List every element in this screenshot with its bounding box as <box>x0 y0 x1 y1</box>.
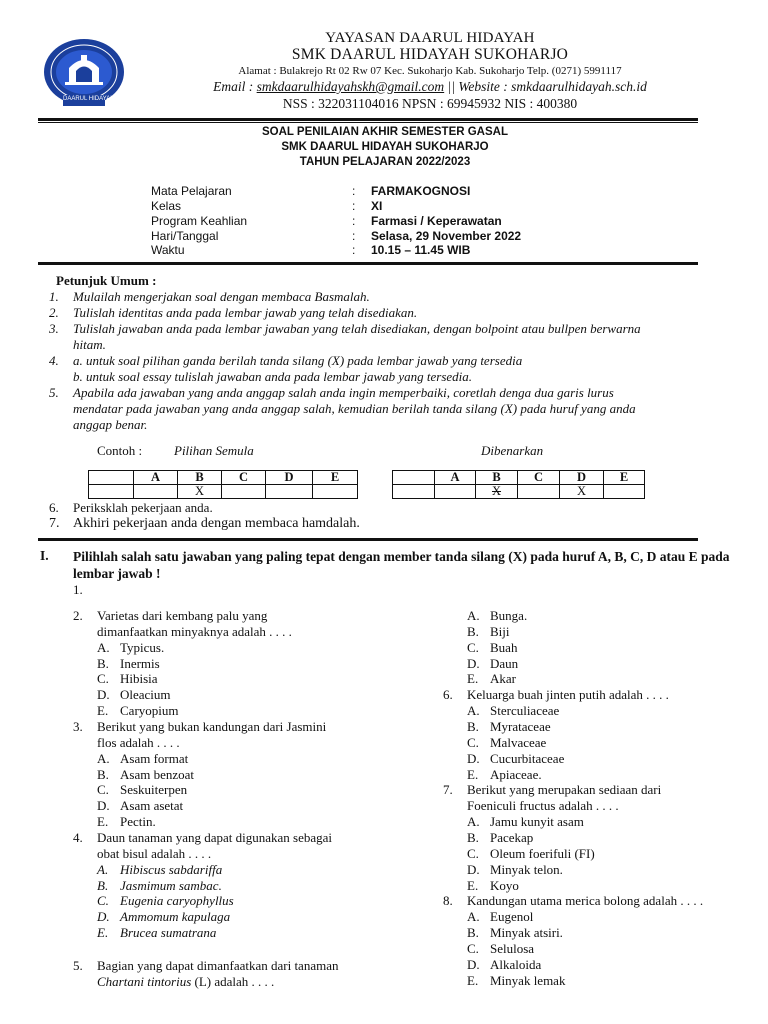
instruction-number: 2. <box>49 305 59 320</box>
option-letter: A. <box>467 608 480 623</box>
section-divider <box>38 538 698 541</box>
question-number: 3. <box>73 719 83 734</box>
instruction-text: b. untuk soal essay tulislah jawaban anda pada lembar jawab yang tersedia. <box>73 369 473 384</box>
instruction-number: 7. <box>49 516 60 531</box>
email-label: Email : <box>213 79 257 94</box>
info-colon: : <box>352 243 356 257</box>
exam-title-line1: SOAL PENILAIAN AKHIR SEMESTER GASAL <box>262 126 508 138</box>
question-text: Berikut yang merupakan sediaan dari <box>467 782 662 797</box>
option-text: Caryopium <box>120 703 179 718</box>
option-text: Oleacium <box>120 687 171 702</box>
header-divider <box>38 118 698 121</box>
question-number: 4. <box>73 830 83 845</box>
example-table-original <box>88 470 358 499</box>
option-text: Hibisia <box>120 671 158 686</box>
exam-title-line3: TAHUN PELAJARAN 2022/2023 <box>299 156 471 168</box>
table-header: D <box>266 471 313 485</box>
option-letter: B. <box>97 656 109 671</box>
table-cell <box>518 485 560 499</box>
option-letter: D. <box>97 798 110 813</box>
option-text: Bunga. <box>490 608 528 623</box>
question-number: 2. <box>73 608 83 623</box>
instruction-number: 6. <box>49 500 59 515</box>
question-text: Daun tanaman yang dapat digunakan sebagai <box>97 830 332 845</box>
exam-title-line2: SMK DAARUL HIDAYAH SUKOHARJO <box>281 141 489 153</box>
table-cell: X <box>560 485 604 499</box>
info-colon: : <box>352 199 356 213</box>
question-number: 6. <box>443 687 453 702</box>
option-text: Sterculiaceae <box>490 703 560 718</box>
option-letter: A. <box>467 909 480 924</box>
question-text: obat bisul adalah . . . . <box>97 846 212 861</box>
table-header: E <box>313 471 358 485</box>
instruction-text: a. untuk soal pilihan ganda berilah tanda silang (X) pada lembar jawab yang tersedia <box>73 353 523 368</box>
option-text: Hibiscus sabdariffa <box>120 862 223 877</box>
option-text: Akar <box>490 671 516 686</box>
section-number: I. <box>40 548 49 563</box>
option-text: Oleum foerifuli (FI) <box>490 846 595 861</box>
option-text: Biji <box>490 624 510 639</box>
info-label: Kelas <box>151 199 182 213</box>
option-letter: D. <box>467 751 480 766</box>
option-letter: A. <box>97 862 109 877</box>
option-text: Minyak atsiri. <box>490 925 563 940</box>
logo-caption: DAARUL HIDAYAH <box>63 96 115 102</box>
instruction-number: 4. <box>49 353 59 368</box>
option-letter: B. <box>97 767 109 782</box>
option-text: Eugenol <box>490 909 534 924</box>
table-cell-struck: X <box>476 485 518 499</box>
option-letter: A. <box>467 703 480 718</box>
example-original-label: Pilihan Semula <box>174 443 254 458</box>
table-header: E <box>604 471 645 485</box>
option-text: Buah <box>490 640 518 655</box>
option-letter: E. <box>467 878 479 893</box>
option-text: Minyak lemak <box>490 973 566 988</box>
instruction-number: 5. <box>49 385 59 400</box>
option-letter: C. <box>467 640 479 655</box>
option-text: Inermis <box>120 656 160 671</box>
info-divider <box>38 262 698 265</box>
species-name: Chartani tintorius <box>97 974 192 989</box>
table-cell <box>393 471 435 485</box>
question-number: 8. <box>443 893 453 908</box>
info-value: 10.15 – 11.45 WIB <box>371 243 471 257</box>
info-label: Program Keahlian <box>151 214 248 228</box>
option-letter: B. <box>467 624 479 639</box>
question-number: 5. <box>73 958 83 973</box>
option-letter: A. <box>467 814 480 829</box>
option-text: Myrataceae <box>490 719 551 734</box>
school-address: Alamat : Bulakrejo Rt 02 Rw 07 Kec. Sukoharjo Kab. Sukoharjo Telp. (0271) 5991117 <box>238 65 622 77</box>
option-text: Brucea sumatrana <box>120 925 217 940</box>
contact-line <box>150 79 710 95</box>
option-letter: D. <box>467 862 480 877</box>
option-letter: B. <box>467 830 479 845</box>
table-cell <box>89 471 134 485</box>
question-text: Keluarga buah jinten putih adalah . . . . <box>467 687 669 702</box>
option-text: Asam benzoat <box>120 767 195 782</box>
option-text: Ammomum kapulaga <box>120 909 231 924</box>
option-text: Jasmimum sambac. <box>120 878 222 893</box>
table-cell: X <box>178 485 222 499</box>
example-table-corrected <box>392 470 645 499</box>
info-label: Hari/Tanggal <box>151 229 219 243</box>
option-letter: C. <box>97 893 109 908</box>
info-value: XI <box>371 199 383 213</box>
question-text: Kandungan utama merica bolong adalah . . . . <box>467 893 704 908</box>
info-value: Farmasi / Keperawatan <box>371 214 502 228</box>
website-link[interactable]: smkdaarulhidayah.sch.id <box>511 79 647 94</box>
table-header: C <box>518 471 560 485</box>
option-text: Alkaloida <box>490 957 542 972</box>
option-letter: B. <box>97 878 109 893</box>
info-colon: : <box>352 214 356 228</box>
option-letter: D. <box>97 909 110 924</box>
option-letter: B. <box>467 925 479 940</box>
option-text: Malvaceae <box>490 735 547 750</box>
website-label: || Website : <box>444 79 512 94</box>
option-text: Typicus. <box>120 640 165 655</box>
option-text: Seskuiterpen <box>120 782 188 797</box>
instruction-text: mendatar pada jawaban yang anda anggap salah, kemudian berilah tanda silang (X) pada huruf yang anda <box>73 401 636 416</box>
question-number: 1. <box>73 582 83 597</box>
table-cell <box>313 485 358 499</box>
instructions-title: Petunjuk Umum : <box>56 273 157 288</box>
instruction-text: Apabila ada jawaban yang anda anggap salah anda ingin memperbaiki, coretlah denga dua garis lurus <box>73 385 614 400</box>
option-letter: E. <box>97 814 109 829</box>
option-letter: E. <box>467 671 479 686</box>
info-colon: : <box>352 229 356 243</box>
table-cell <box>134 485 178 499</box>
option-text: Daun <box>490 656 519 671</box>
instruction-text: anggap benar. <box>73 417 148 432</box>
instruction-text: Mulailah mengerjakan soal dengan membaca Basmalah. <box>73 289 370 304</box>
option-text: Jamu kunyit asam <box>490 814 584 829</box>
option-letter: E. <box>97 703 109 718</box>
instruction-number: 3. <box>49 321 59 336</box>
option-text: Apiaceae. <box>490 767 542 782</box>
table-header: A <box>435 471 476 485</box>
info-colon: : <box>352 184 356 198</box>
question-text: dimanfaatkan minyaknya adalah . . . . <box>97 624 292 639</box>
question-text: flos adalah . . . . <box>97 735 180 750</box>
info-label: Waktu <box>151 243 185 257</box>
email-link[interactable]: smkdaarulhidayahskh@gmail.com <box>256 79 445 94</box>
info-value: FARMAKOGNOSI <box>371 184 471 198</box>
option-text: Pacekap <box>490 830 534 845</box>
school-name: SMK DAARUL HIDAYAH SUKOHARJO <box>291 46 569 63</box>
option-text: Selulosa <box>490 941 535 956</box>
table-header: B <box>178 471 222 485</box>
option-letter: C. <box>97 782 109 797</box>
example-label: Contoh : <box>97 443 143 458</box>
table-cell <box>435 485 476 499</box>
table-cell <box>222 485 266 499</box>
school-ids: NSS : 322031104016 NPSN : 69945932 NIS : 400380 <box>282 96 578 111</box>
question-text: Berikut yang bukan kandungan dari Jasmini <box>97 719 327 734</box>
table-cell <box>266 485 313 499</box>
table-header: A <box>134 471 178 485</box>
section-instruction: Pilihlah salah satu jawaban yang paling tepat dengan member tanda silang (X) pada huruf A, B, C, D atau E pada lembar jawab ! <box>73 549 730 581</box>
question-text: Bagian yang dapat dimanfaatkan dari tanaman <box>97 958 339 973</box>
question-text <box>97 974 274 990</box>
question-text-rest: (L) adalah . . . . <box>191 974 275 989</box>
option-letter: D. <box>467 957 480 972</box>
table-header: D <box>560 471 604 485</box>
option-letter: C. <box>467 941 479 956</box>
instruction-text: Tulislah identitas anda pada lembar jawab yang telah disediakan. <box>73 305 418 320</box>
instruction-text: Periksklah pekerjaan anda. <box>73 500 213 515</box>
option-letter: E. <box>467 767 479 782</box>
table-cell <box>393 485 435 499</box>
option-letter: C. <box>467 846 479 861</box>
table-header: B <box>476 471 518 485</box>
option-text: Cucurbitaceae <box>490 751 565 766</box>
table-header: C <box>222 471 266 485</box>
option-letter: E. <box>467 973 479 988</box>
table-cell <box>89 485 134 499</box>
header-divider-thin <box>38 122 698 123</box>
option-letter: A. <box>97 751 110 766</box>
instruction-text: Akhiri pekerjaan anda dengan membaca hamdalah. <box>73 516 360 531</box>
instruction-text: hitam. <box>73 337 106 352</box>
option-letter: C. <box>97 671 109 686</box>
instruction-text: Tulislah jawaban anda pada lembar jawaban yang telah disediakan, dengan bolpoint atau bullpen berwarna <box>73 321 641 336</box>
question-text: Varietas dari kembang palu yang <box>97 608 268 623</box>
option-text: Pectin. <box>120 814 156 829</box>
option-text: Minyak telon. <box>490 862 563 877</box>
question-number: 7. <box>443 782 453 797</box>
option-letter: A. <box>97 640 110 655</box>
option-letter: B. <box>467 719 479 734</box>
example-corrected-label: Dibenarkan <box>481 443 544 458</box>
option-text: Asam asetat <box>120 798 184 813</box>
option-letter: E. <box>97 925 109 940</box>
foundation-name: YAYASAN DAARUL HIDAYAH <box>325 30 535 46</box>
question-text: Foeniculi fructus adalah . . . . <box>467 798 619 813</box>
option-letter: C. <box>467 735 479 750</box>
instruction-number: 1. <box>49 289 59 304</box>
info-label: Mata Pelajaran <box>151 184 232 198</box>
option-letter: D. <box>97 687 110 702</box>
info-value: Selasa, 29 November 2022 <box>371 229 522 243</box>
option-text: Asam format <box>120 751 189 766</box>
table-cell <box>604 485 645 499</box>
option-text: Eugenia caryophyllus <box>120 893 234 908</box>
option-letter: D. <box>467 656 480 671</box>
option-text: Koyo <box>490 878 519 893</box>
